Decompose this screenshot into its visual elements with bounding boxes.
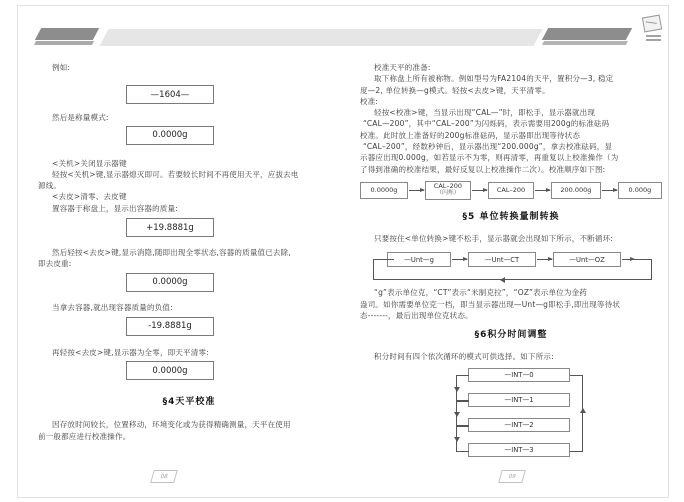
- arrow-right-icon: [409, 190, 424, 191]
- loop-line: [373, 259, 394, 260]
- text-line: 盎司。如你需要单位克一档，即当显示器出现—Unt—g即松手,即出现等待状: [360, 299, 621, 309]
- page-number-left: 08: [150, 470, 178, 483]
- flow-step: [488, 182, 534, 199]
- loop-line: [373, 259, 374, 279]
- text-line: “CAL–200”，经数秒钟后，显示器出现“200.000g”，拿去校准砝码，显: [363, 142, 613, 152]
- right-page: [360, 62, 662, 461]
- text-line: 置容器于称盘上，显示出容器的质量:: [52, 203, 178, 213]
- text-line: “CAL—200”，其中“CAL–200”为闪烁码，表示需要用200g的标准砝码: [363, 119, 610, 129]
- text-line: 然后轻按<去皮>键,显示消隐,随即出现全零状态,容器的质量值已去除,: [52, 248, 291, 258]
- text-line: “g”表示单位克，“CT”表示“米制克拉”，“OZ”表示单位为金药: [374, 288, 588, 298]
- flow-step-label: CAL–200: [433, 181, 463, 190]
- section-heading-6: §6积分时间调整: [474, 330, 548, 341]
- text-line: 即去皮重:: [38, 259, 72, 269]
- text-line: 积分时间有四个依次循环的模式可供选择。如下所示:: [374, 352, 554, 362]
- text-line: 然后是称量模式:: [52, 113, 109, 123]
- flow-step: [360, 182, 408, 199]
- calibration-flow-diagram: [360, 181, 662, 200]
- flow-step-label: 200.000g: [560, 185, 592, 194]
- flow-step: [387, 252, 451, 267]
- flow-step-label: —INT—0: [504, 371, 534, 380]
- text-line: 再轻按<去皮>键,显示器为全零，即天平清零:: [52, 347, 209, 357]
- text-line: <关机>关闭显示器键: [52, 158, 127, 168]
- flow-step-label: —Unt—CT: [484, 255, 520, 264]
- loop-line: [373, 279, 652, 280]
- arrow-left-icon: [500, 277, 505, 283]
- page-number-right: 09: [498, 470, 526, 483]
- arrow-down-icon: [454, 437, 460, 442]
- arrow-right-icon: [602, 190, 617, 191]
- display-readout: +19.8881g: [126, 218, 214, 237]
- flow-step: [468, 393, 570, 407]
- display-readout: -19.8881g: [126, 317, 214, 336]
- flow-step-label: —Unt—g: [404, 255, 434, 264]
- text-line: 校准。此时放上准备好的200g标准砝码，显示器即出现等待状态: [360, 130, 581, 140]
- display-readout: 0.0000g: [126, 126, 214, 145]
- integration-cycle-diagram: [360, 366, 662, 461]
- header-bar-right-stripe: [542, 41, 628, 45]
- unit-cycle-row: [360, 252, 662, 267]
- text-line: 前一般都应进行校准操作。: [38, 431, 131, 441]
- display-readout: —1604—: [126, 85, 214, 104]
- flow-step-label: CAL–200: [496, 185, 526, 194]
- text-line: 轻按<校准>键，当显示出现“CAL—”时，即松手，显示器就出现: [374, 108, 596, 118]
- left-page: [38, 62, 340, 442]
- flow-step-label: —INT—1: [504, 396, 534, 405]
- flow-step-label: —INT—3: [504, 446, 534, 455]
- text-line: 校准:: [360, 96, 379, 106]
- text-line: 示器应出现0.000g，如若显示不为零，则再清零，再重复以上校准操作（为: [360, 153, 619, 163]
- balance-sketch-icon: [642, 15, 662, 33]
- brand-logo: [636, 14, 668, 50]
- text-line: <去皮>清零、去皮键: [52, 192, 127, 202]
- text-line: 校准天平的准备:: [374, 63, 431, 72]
- loop-line: [651, 259, 652, 279]
- arrow-right-icon: [537, 259, 552, 260]
- flow-step: [468, 368, 570, 382]
- text-line: 取下称盘上所有被称物。例如型号为FA2104的天平，置积分—3, 稳定: [374, 74, 614, 84]
- flow-step-label: —Unt—OZ: [569, 255, 605, 264]
- text-line: 例如:: [52, 63, 71, 72]
- header-bar-right: [542, 28, 632, 40]
- header-bar-left: [35, 28, 99, 40]
- section-heading-4: §4天平校准: [162, 397, 216, 408]
- arrow-up-icon: [580, 408, 586, 413]
- header-bar-left-stripe: [34, 41, 94, 45]
- arrow-right-icon: [472, 190, 487, 191]
- arrow-right-icon: [535, 190, 550, 191]
- text-line: 源线。: [38, 181, 62, 191]
- display-readout: 0.0000g: [126, 273, 214, 292]
- flow-step: [468, 418, 570, 432]
- flow-step: [553, 252, 621, 267]
- arrow-down-icon: [454, 412, 460, 417]
- flow-step: [551, 182, 601, 199]
- text-line: 当拿去容器,就出现容器质量的负值:: [52, 302, 173, 312]
- flow-step: [618, 182, 662, 199]
- flow-step-label: —INT—2: [504, 421, 534, 430]
- unit-cycle-diagram: [360, 247, 662, 285]
- flow-step: [468, 252, 536, 267]
- flow-step: [468, 443, 570, 457]
- text-line: 度—2, 单位转换—g模式。轻按<去皮>键，天平清零。: [360, 85, 550, 95]
- brand-text-lines: [646, 35, 661, 43]
- loop-line: [632, 259, 652, 260]
- text-line: 了得到准确的校准结果，最好反复以上校准操作二次）。校准顺序如下图:: [360, 164, 606, 174]
- text-line: 态-------，最后出现单位克状态。: [360, 310, 473, 320]
- flow-step-note: （闪烁）: [436, 190, 460, 197]
- text-line: 只要按住<单位转换>键不松手，显示器就会出现如下所示，不断循环:: [374, 233, 613, 243]
- flow-step: [425, 181, 471, 200]
- arrow-down-icon: [454, 387, 460, 392]
- header-bar-center: [99, 29, 542, 46]
- section-heading-5: §5 单位转换量制转换: [462, 211, 560, 222]
- display-readout: 0.0000g: [126, 361, 214, 380]
- arrow-right-icon: [452, 259, 467, 260]
- loop-line: [570, 375, 583, 452]
- flow-step-label: 0.000g: [628, 185, 652, 194]
- text-line: 因存放时间较长，位置移动，环境变化或为获得精确测量，天平在使用: [52, 420, 291, 430]
- flow-step-label: 0.0000g: [370, 185, 398, 194]
- text-line: 轻按<关机>键,显示器熄灭即可。若要较长时间不再使用天平，应拔去电: [52, 169, 299, 179]
